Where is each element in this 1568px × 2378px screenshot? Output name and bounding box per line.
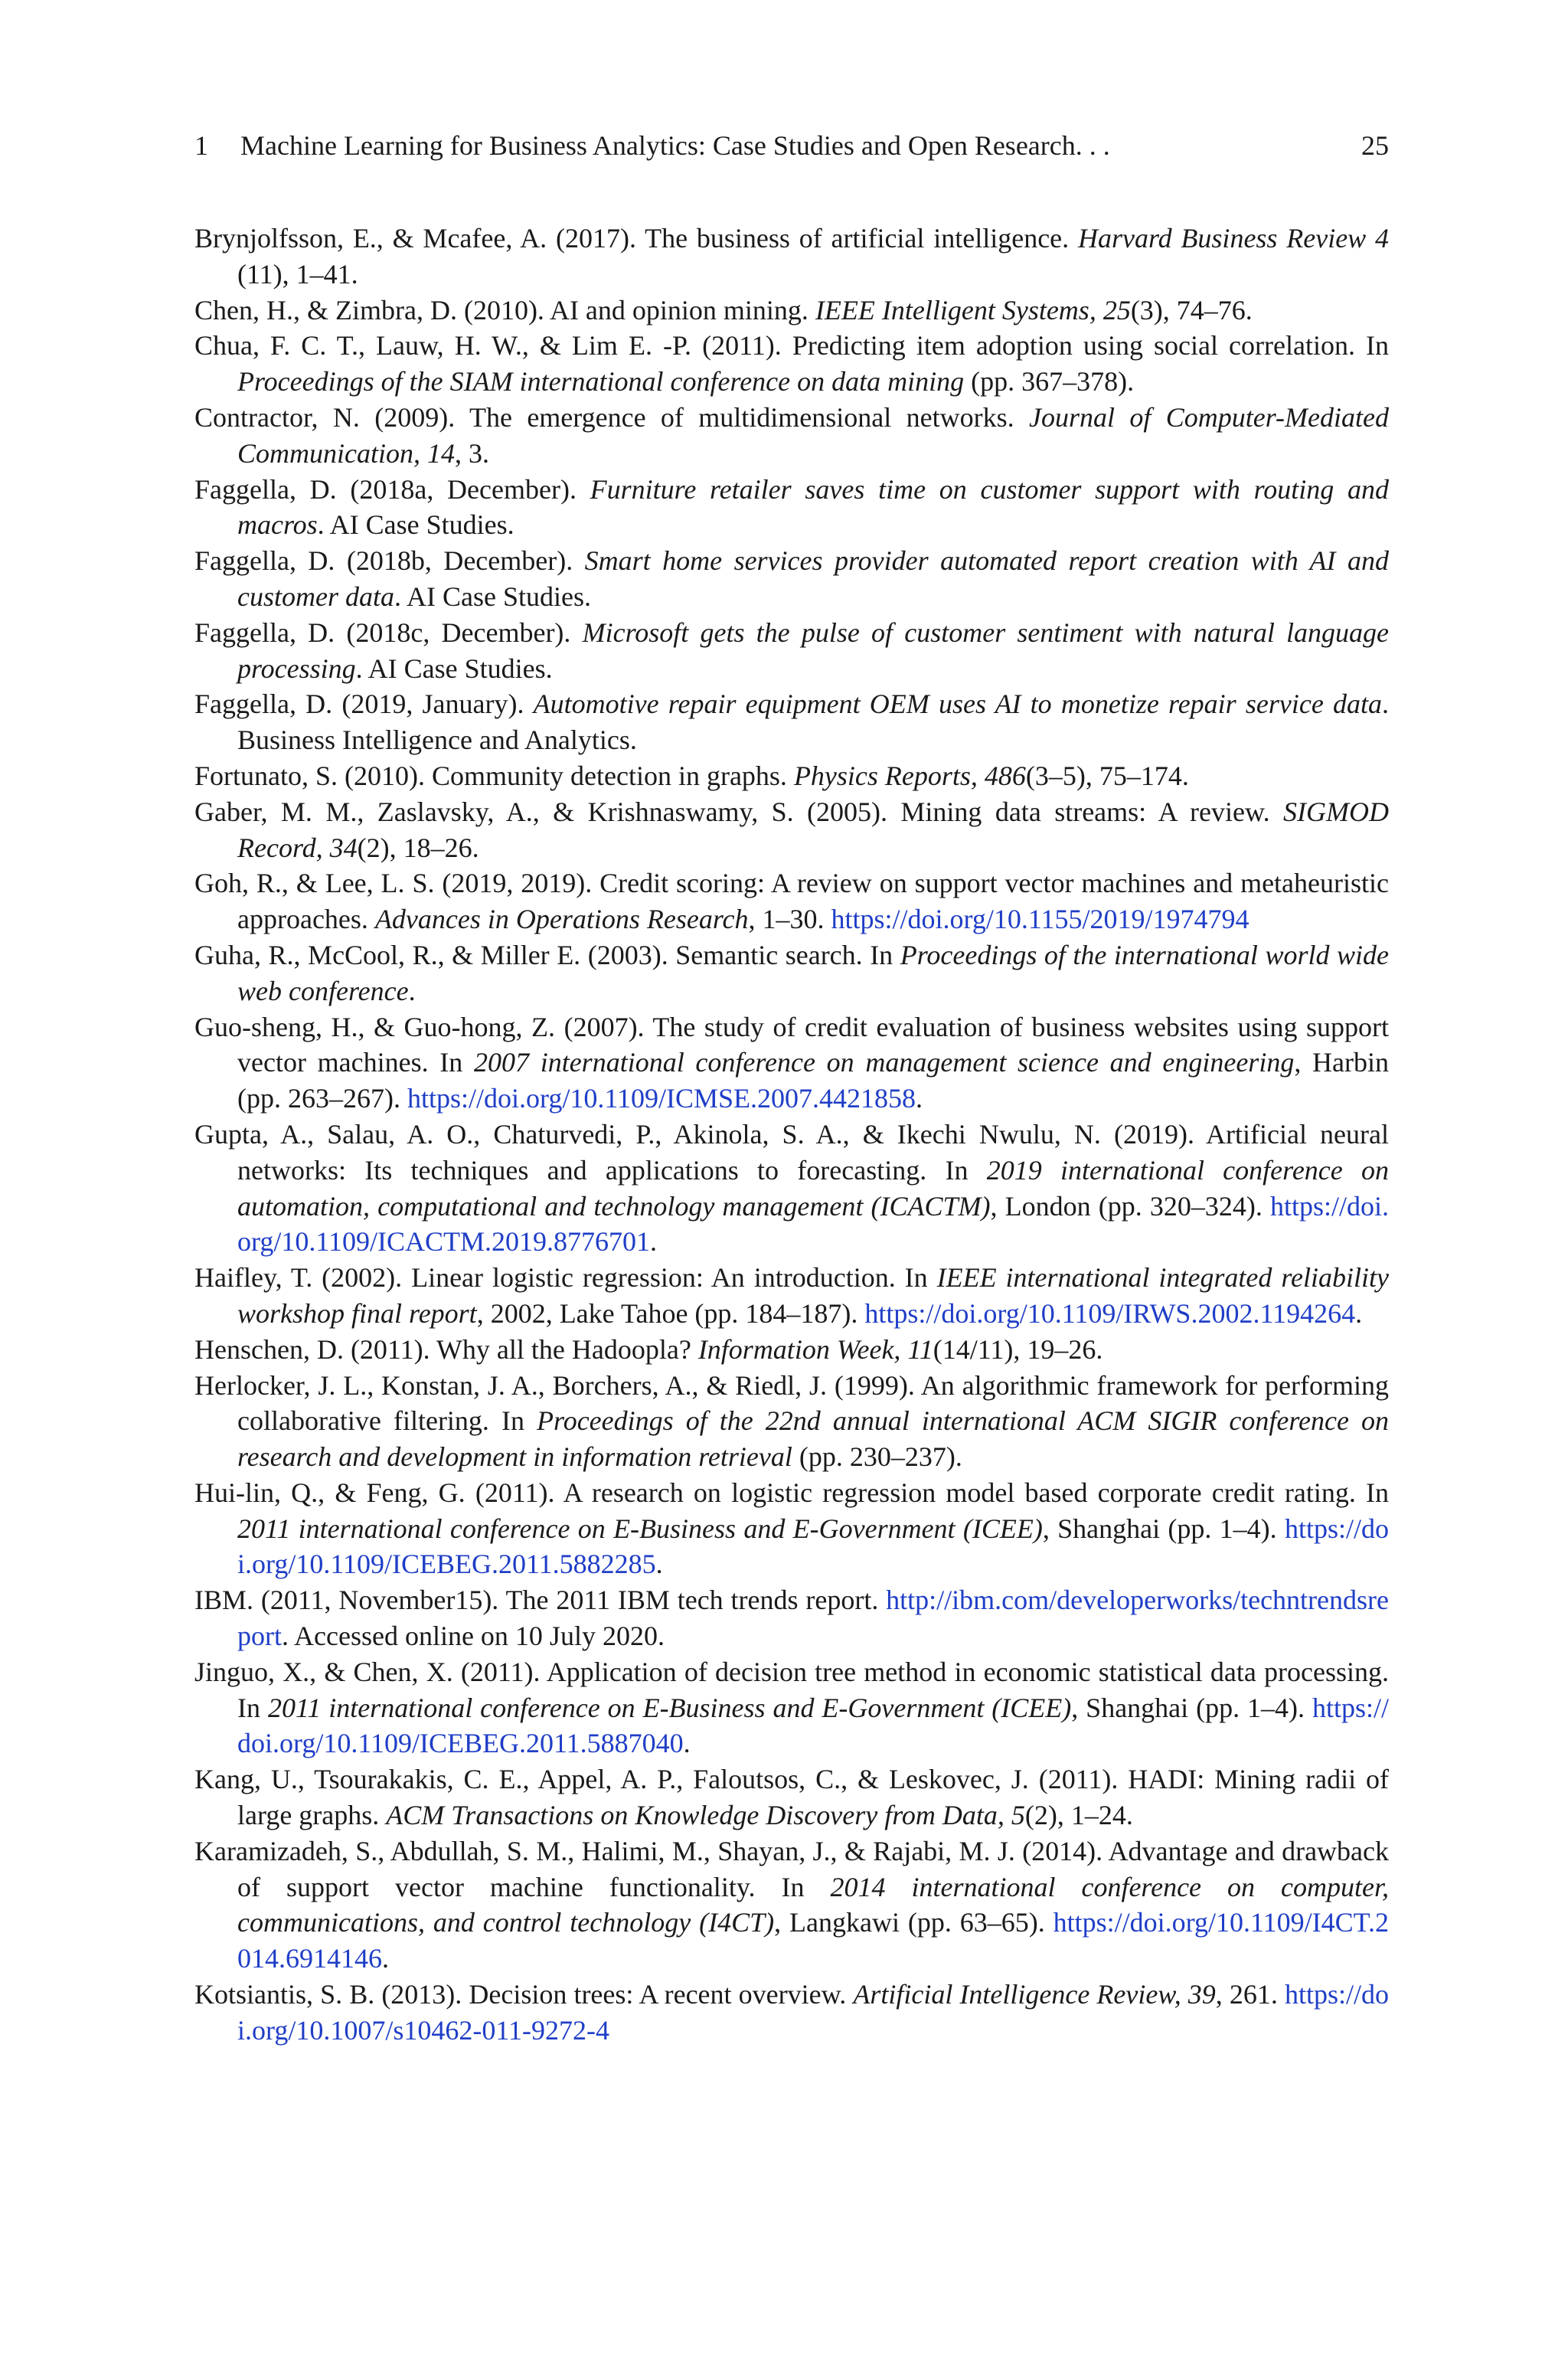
reference-text: Haifley, T. (2002). Linear logistic regression: An introduction. In — [194, 1262, 937, 1294]
reference-text: . — [655, 1549, 663, 1580]
reference-source-title: ACM Transactions on Knowledge Discovery from Data, 5 — [386, 1800, 1025, 1831]
reference-text: Faggella, D. (2019, January). — [194, 689, 534, 720]
reference-source-title: Advances in Operations Research — [374, 904, 749, 935]
reference-text: Gupta, A., Salau, A. O., Chaturvedi, P., Akinola, S. A., & Ikechi Nwulu, N. (2019). Artificial neural networks: Its techniques and applications to forecasting. In — [194, 1118, 1389, 1186]
reference-doi-link[interactable]: https://doi.org/10.1109/ICACTM.2019.8776701 — [237, 1190, 1389, 1258]
reference-text: , 1–30. — [748, 904, 831, 935]
reference-source-title: 2011 international conference on E-Business and E-Government (ICEE) — [267, 1692, 1072, 1723]
reference-text: . — [382, 1943, 389, 1974]
reference-text: (3–5), 75–174. — [1025, 760, 1189, 791]
reference-source-title: 2019 international conference on automation, computational and technology management (ICACTM) — [237, 1154, 1389, 1222]
reference-entry — [194, 221, 1389, 293]
reference-source-title: Proceedings of the 22nd annual international ACM SIGIR conference on research and development in information retrieval — [237, 1405, 1389, 1473]
reference-text: Kotsiantis, S. B. (2013). Decision trees: A recent overview. — [194, 1979, 854, 2010]
reference-text: Guha, R., McCool, R., & Miller E. (2003). Semantic search. In — [194, 939, 900, 970]
reference-text: , Shanghai (pp. 1–4). — [1071, 1692, 1312, 1723]
reference-entry — [194, 1332, 1389, 1368]
reference-text: . AI Case Studies. — [394, 581, 591, 612]
reference-entry — [194, 758, 1389, 794]
chapter-title: Machine Learning for Business Analytics: Case Studies and Open Research. . . — [240, 130, 1110, 161]
reference-text: Brynjolfsson, E., & Mcafee, A. (2017). The business of artificial intelligence. — [194, 223, 1078, 254]
reference-text: (pp. 230–237). — [792, 1441, 962, 1473]
reference-text: , 2002, Lake Tahoe (pp. 184–187). — [476, 1297, 865, 1329]
reference-source-title: SIGMOD Record, 34 — [237, 796, 1389, 863]
reference-text: . — [1355, 1297, 1363, 1329]
reference-text: Faggella, D. (2018c, December). — [194, 617, 583, 648]
reference-source-title: Harvard Business Review 4 — [1077, 223, 1389, 254]
reference-text: (2), 18–26. — [357, 832, 479, 863]
reference-text: (11), 1–41. — [237, 258, 358, 289]
running-header — [194, 126, 1389, 165]
reference-text: Contractor, N. (2009). The emergence of multidimensional networks. — [194, 401, 1030, 433]
reference-doi-link[interactable]: https://doi.org/10.1109/ICMSE.2007.4421858 — [407, 1083, 916, 1114]
reference-entry — [194, 1833, 1389, 1977]
reference-text: , Shanghai (pp. 1–4). — [1042, 1513, 1285, 1544]
reference-doi-link[interactable]: https://doi.org/10.1109/I4CT.2014.6914146 — [237, 1907, 1389, 1974]
reference-text: Hui-lin, Q., & Feng, G. (2011). A research on logistic regression model based corporate credit rating. In — [194, 1477, 1389, 1508]
reference-text: . — [650, 1226, 658, 1258]
reference-text: , Harbin (pp. 263–267). — [237, 1047, 1389, 1114]
reference-entry — [194, 1368, 1389, 1475]
reference-entry — [194, 293, 1389, 329]
reference-entry — [194, 543, 1389, 615]
reference-entry — [194, 1977, 1389, 2049]
reference-text: Faggella, D. (2018b, December). — [194, 545, 585, 577]
reference-entry — [194, 1260, 1389, 1332]
reference-entry — [194, 1582, 1389, 1654]
reference-doi-link[interactable]: https://doi.org/10.1155/2019/1974794 — [831, 904, 1250, 935]
reference-text: Karamizadeh, S., Abdullah, S. M., Halimi, M., Shayan, J., & Rajabi, M. J. (2014). Advantage and drawback of support vector machine functionality. In — [194, 1835, 1389, 1902]
reference-source-title: Furniture retailer saves time on customer support with routing and macros — [237, 473, 1389, 541]
reference-text: , 261. — [1215, 1979, 1285, 2010]
reference-list — [194, 221, 1389, 2049]
reference-text: Kang, U., Tsourakakis, C. E., Appel, A. P., Faloutsos, C., & Leskovec, J. (2011). HADI: Mining radii of large graphs. — [194, 1764, 1389, 1831]
reference-source-title: IEEE Intelligent Systems, 25 — [815, 294, 1131, 325]
reference-source-title: Proceedings of the international world wide web conference — [237, 939, 1389, 1006]
reference-text: . — [916, 1083, 923, 1114]
reference-text: , 3. — [455, 437, 489, 469]
reference-source-title: 2014 international conference on computer, communications, and control technology (I4CT) — [237, 1871, 1389, 1938]
reference-text: Guo-sheng, H., & Guo-hong, Z. (2007). The study of credit evaluation of business websites using support vector machines. In — [194, 1011, 1389, 1078]
reference-text: Chua, F. C. T., Lauw, H. W., & Lim E. -P. (2011). Predicting item adoption using social correlation. In — [194, 330, 1389, 361]
reference-entry — [194, 794, 1389, 866]
reference-text: Henschen, D. (2011). Why all the Hadoopla? — [194, 1333, 698, 1365]
reference-text: . AI Case Studies. — [317, 509, 514, 541]
reference-source-title: Artificial Intelligence Review, 39 — [853, 1979, 1216, 2010]
reference-source-title: IEEE international integrated reliability workshop final report — [237, 1262, 1389, 1329]
reference-entry — [194, 400, 1389, 472]
reference-entry — [194, 1009, 1389, 1117]
reference-entry — [194, 328, 1389, 400]
reference-text: IBM. (2011, November15). The 2011 IBM tech trends report. — [194, 1585, 887, 1616]
reference-text: . — [683, 1728, 691, 1759]
reference-text: Faggella, D. (2018a, December). — [194, 473, 590, 505]
reference-text: (2), 1–24. — [1024, 1800, 1133, 1831]
reference-source-title: 2007 international conference on management science and engineering — [474, 1047, 1295, 1078]
chapter-number: 1 — [194, 130, 208, 161]
reference-doi-link[interactable]: http://ibm.com/developerworks/techntrendsreport — [237, 1585, 1389, 1652]
reference-entry — [194, 1475, 1389, 1582]
reference-text: Jinguo, X., & Chen, X. (2011). Application of decision tree method in economic statistical data processing. In — [194, 1656, 1389, 1723]
reference-text: Chen, H., & Zimbra, D. (2010). AI and opinion mining. — [194, 294, 815, 325]
reference-doi-link[interactable]: https://doi.org/10.1109/IRWS.2002.1194264 — [864, 1297, 1356, 1329]
reference-entry — [194, 472, 1389, 544]
reference-source-title: Journal of Computer-Mediated Communication, 14 — [237, 401, 1389, 469]
reference-doi-link[interactable]: https://doi.org/10.1109/ICEBEG.2011.5882285 — [237, 1513, 1389, 1580]
reference-text: . AI Case Studies. — [355, 653, 553, 684]
reference-source-title: Smart home services provider automated report creation with AI and customer data — [237, 545, 1389, 612]
reference-text: Herlocker, J. L., Konstan, J. A., Borchers, A., & Riedl, J. (1999). An algorithmic framework for performing collaborative filtering. In — [194, 1369, 1389, 1437]
reference-entry — [194, 1761, 1389, 1833]
page-number: 25 — [1361, 130, 1389, 161]
reference-text: (3), 74–76. — [1130, 294, 1253, 325]
reference-text: . Accessed online on 10 July 2020. — [282, 1621, 665, 1652]
reference-text: (14/11), 19–26. — [933, 1333, 1103, 1365]
reference-entry — [194, 1654, 1389, 1761]
reference-text: Gaber, M. M., Zaslavsky, A., & Krishnaswamy, S. (2005). Mining data streams: A review. — [194, 796, 1284, 827]
reference-text: (pp. 367–378). — [964, 366, 1135, 397]
reference-text: Fortunato, S. (2010). Community detection in graphs. — [194, 760, 794, 791]
reference-entry — [194, 615, 1389, 687]
reference-entry — [194, 865, 1389, 937]
reference-doi-link[interactable]: https://doi.org/10.1109/ICEBEG.2011.5887040 — [237, 1692, 1389, 1759]
reference-text: . Business Intelligence and Analytics. — [237, 689, 1390, 756]
reference-text: , London (pp. 320–324). — [990, 1190, 1270, 1222]
reference-source-title: 2011 international conference on E-Business and E-Government (ICEE) — [237, 1513, 1043, 1544]
reference-source-title: Physics Reports, 486 — [793, 760, 1026, 791]
reference-entry — [194, 1117, 1389, 1260]
reference-text: . — [408, 975, 416, 1006]
reference-source-title: Information Week, 11 — [697, 1333, 933, 1365]
reference-text: Goh, R., & Lee, L. S. (2019, 2019). Credit scoring: A review on support vector machines and metaheuristic approaches. — [194, 868, 1389, 935]
reference-entry — [194, 937, 1389, 1009]
reference-source-title: Microsoft gets the pulse of customer sentiment with natural language processing — [237, 617, 1389, 684]
reference-source-title: Automotive repair equipment OEM uses AI to monetize repair service data — [533, 689, 1383, 720]
reference-entry — [194, 686, 1389, 758]
reference-source-title: Proceedings of the SIAM international conference on data mining — [237, 366, 965, 397]
reference-text: , Langkawi (pp. 63–65). — [774, 1907, 1054, 1938]
reference-doi-link[interactable]: https://doi.org/10.1007/s10462-011-9272-4 — [237, 1979, 1390, 2046]
